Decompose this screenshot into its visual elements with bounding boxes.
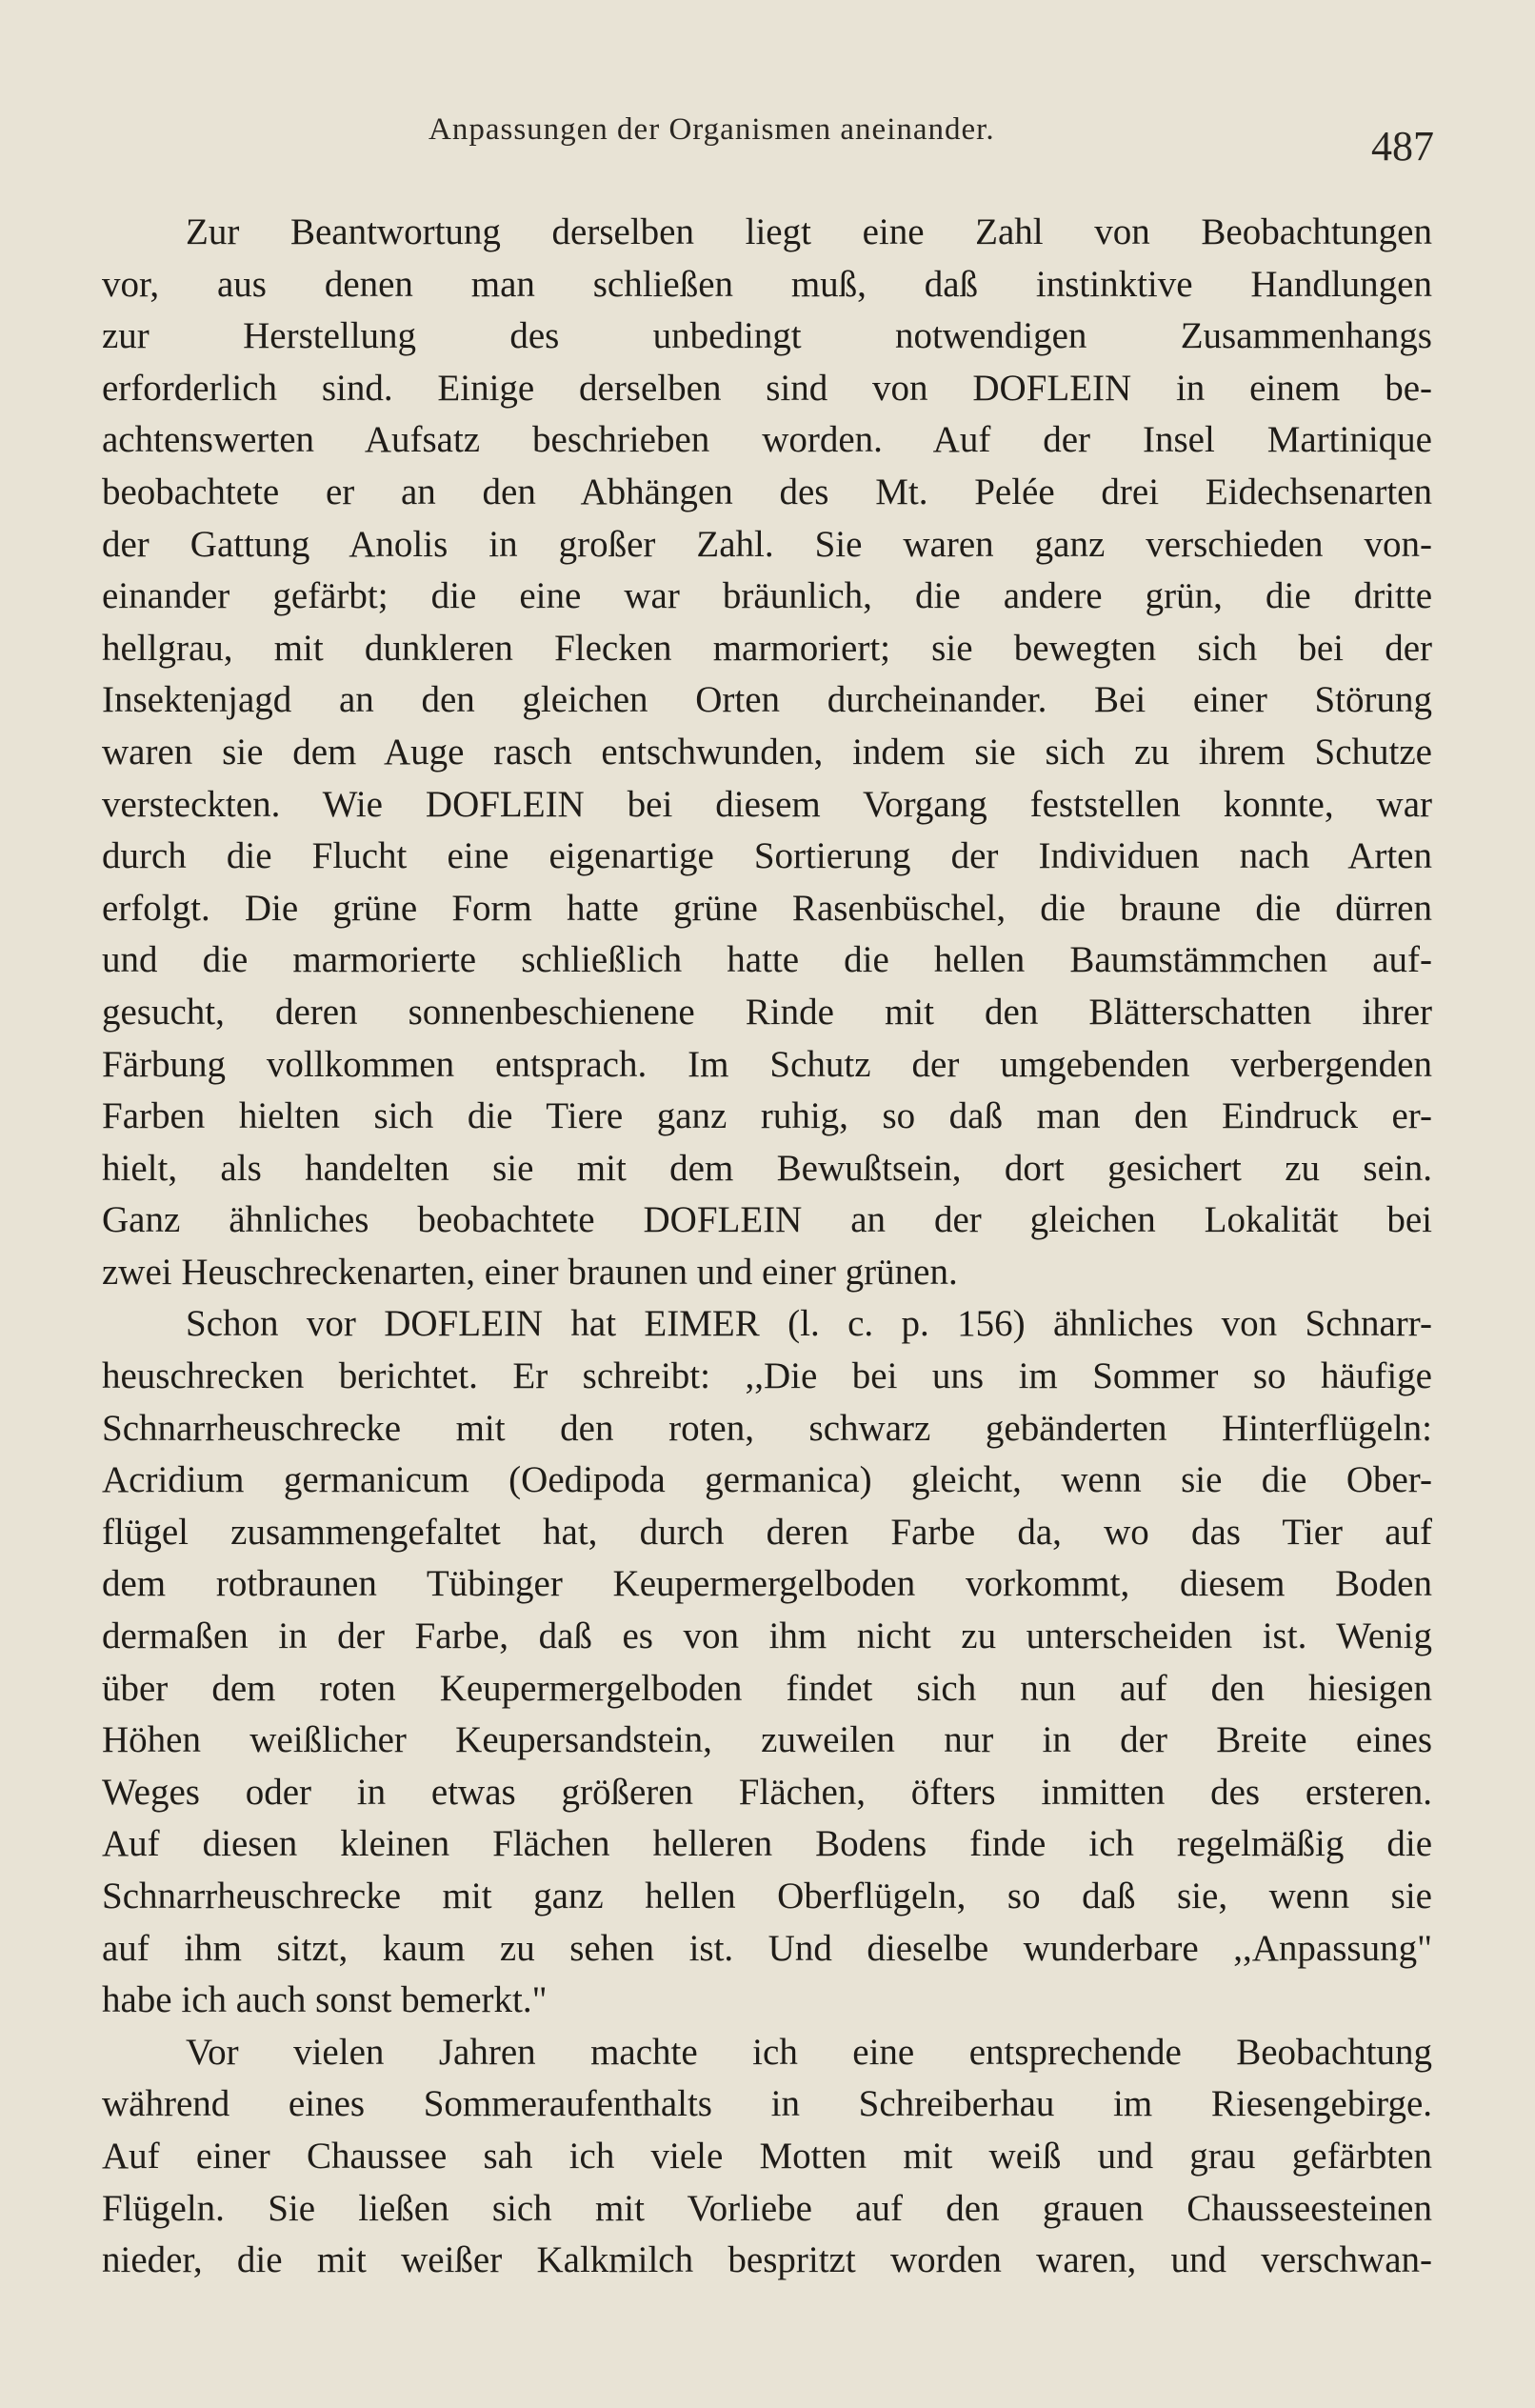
text-line: Schon vor DOFLEIN hat EIMER (l. c. p. 156) ähnliches von Schnarr-	[186, 1303, 1432, 1345]
text-line: einander gefärbt; die eine war bräunlich, die andere grün, die dritte	[102, 575, 1432, 617]
text-line: Vor vielen Jahren machte ich eine entsprechende Beobachtung	[186, 2031, 1432, 2073]
running-title: Anpassungen der Organismen aneinander.	[429, 112, 995, 147]
text-line: heuschrecken berichtet. Er schreibt: ,,Die bei uns im Sommer so häufige	[102, 1355, 1432, 1397]
text-line: Flügeln. Sie ließen sich mit Vorliebe auf den grauen Chausseesteinen	[102, 2187, 1432, 2229]
paragraph-2	[102, 1298, 1432, 2026]
text-line: beobachtete er an den Abhängen des Mt. Pelée drei Eidechsenarten	[102, 471, 1432, 512]
text-line: Auf diesen kleinen Flächen helleren Bodens finde ich regelmäßig die	[102, 1823, 1432, 1865]
text-line: achtenswerten Aufsatz beschrieben worden. Auf der Insel Martinique	[102, 419, 1432, 461]
text-line: erforderlich sind. Einige derselben sind von DOFLEIN in einem be-	[102, 367, 1432, 409]
text-line: erfolgt. Die grüne Form hatte grüne Rasenbüschel, die braune die dürren	[102, 887, 1432, 929]
text-line: gesucht, deren sonnenbeschienene Rinde mit den Blätterschatten ihrer	[102, 991, 1432, 1033]
text-line: Farben hielten sich die Tiere ganz ruhig, so daß man den Eindruck er-	[102, 1095, 1432, 1137]
text-line: durch die Flucht eine eigenartige Sortierung der Individuen nach Arten	[102, 835, 1432, 877]
text-line: nieder, die mit weißer Kalkmilch bespritzt worden waren, und verschwan-	[102, 2239, 1432, 2281]
text-line: Zur Beantwortung derselben liegt eine Zahl von Beobachtungen	[186, 211, 1432, 252]
text-line: waren sie dem Auge rasch entschwunden, indem sie sich zu ihrem Schutze	[102, 731, 1432, 773]
paragraph-3	[102, 2027, 1432, 2287]
text-line: während eines Sommeraufenthalts in Schreiberhau im Riesengebirge.	[102, 2083, 1432, 2125]
body-text	[102, 207, 1432, 2287]
text-line: Höhen weißlicher Keupersandstein, zuweilen nur in der Breite eines	[102, 1719, 1432, 1761]
text-line: der Gattung Anolis in großer Zahl. Sie waren ganz verschieden von-	[102, 523, 1432, 565]
text-line: Insektenjagd an den gleichen Orten durcheinander. Bei einer Störung	[102, 679, 1432, 721]
text-line: habe ich auch sonst bemerkt."	[102, 1979, 548, 2021]
text-line: Schnarrheuschrecke mit ganz hellen Oberflügeln, so daß sie, wenn sie	[102, 1876, 1432, 1916]
text-line: vor, aus denen man schließen muß, daß instinktive Handlungen	[102, 263, 1432, 305]
text-line: Ganz ähnliches beobachtete DOFLEIN an der gleichen Lokalität bei	[102, 1199, 1432, 1241]
text-line: Auf einer Chaussee sah ich viele Motten mit weiß und grau gefärbten	[102, 2135, 1432, 2177]
text-line: Schnarrheuschrecke mit den roten, schwarz gebänderten Hinterflügeln:	[102, 1407, 1432, 1449]
text-line: hellgrau, mit dunkleren Flecken marmoriert; sie bewegten sich bei der	[102, 627, 1432, 669]
text-line: und die marmorierte schließlich hatte die hellen Baumstämmchen auf-	[102, 939, 1432, 981]
paragraph-1	[102, 207, 1432, 1298]
text-line: dem rotbraunen Tübinger Keupermergelboden vorkommt, diesem Boden	[102, 1563, 1432, 1605]
text-line: flügel zusammengefaltet hat, durch deren Farbe da, wo das Tier auf	[102, 1511, 1432, 1553]
text-line: hielt, als handelten sie mit dem Bewußtsein, dort gesichert zu sein.	[102, 1147, 1432, 1189]
text-line: Weges oder in etwas größeren Flächen, öfters inmitten des ersteren.	[102, 1771, 1432, 1813]
text-line: zur Herstellung des unbedingt notwendigen Zusammenhangs	[102, 315, 1432, 357]
page-number: 487	[1371, 123, 1434, 170]
text-line: Färbung vollkommen entsprach. Im Schutz der umgebenden verbergenden	[102, 1043, 1432, 1085]
text-line: zwei Heuschreckenarten, einer braunen und einer grünen.	[102, 1251, 958, 1293]
text-line: Acridium germanicum (Oedipoda germanica) gleicht, wenn sie die Ober-	[102, 1459, 1432, 1501]
text-line: über dem roten Keupermergelboden findet sich nun auf den hiesigen	[102, 1667, 1432, 1709]
text-line: dermaßen in der Farbe, daß es von ihm nicht zu unterscheiden ist. Wenig	[102, 1615, 1432, 1657]
text-line: versteckten. Wie DOFLEIN bei diesem Vorgang feststellen konnte, war	[102, 783, 1432, 825]
text-line: auf ihm sitzt, kaum zu sehen ist. Und dieselbe wunderbare ,,Anpassung"	[102, 1927, 1432, 1969]
